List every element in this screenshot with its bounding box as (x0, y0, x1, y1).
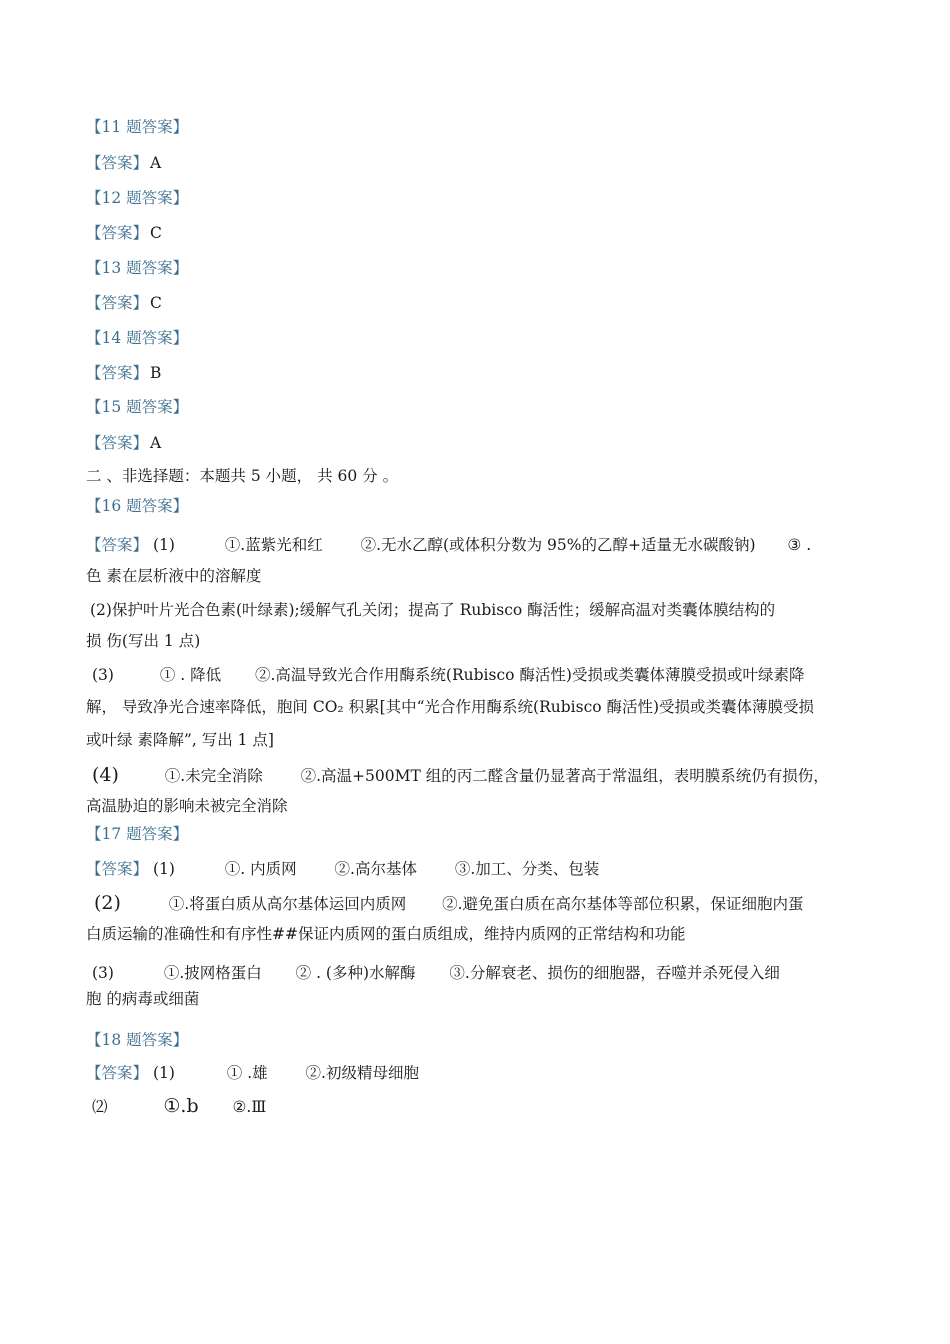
part-answer-3: ③ . (787, 536, 812, 554)
answer-tag: 【答案】 (86, 860, 149, 878)
part-answer-2: ②.无水乙醇(或体积分数为 95%的乙醇+适量无水碳酸钠) (360, 536, 756, 554)
q11-answer (86, 153, 161, 173)
q13-answer (86, 293, 162, 313)
q17-part1 (86, 859, 599, 879)
q17-part2-cont: 白质运输的准确性和有序性##保证内质网的蛋白质组成，维持内质网的正常结构和功能 (86, 925, 686, 943)
answer-tag: 【答案】 (86, 364, 149, 382)
answer-tag: 【答案】 (86, 434, 149, 452)
q16-heading: 【16 题答案】 (86, 497, 189, 515)
q14-heading: 【14 题答案】 (86, 329, 189, 347)
part-answer-2: ②.初级精母细胞 (305, 1064, 419, 1082)
q14-answer (86, 363, 161, 383)
answer-value: C (150, 224, 162, 242)
q17-part3 (92, 963, 780, 983)
part-number: (4) (92, 764, 119, 786)
part-number: (1) (152, 536, 175, 554)
answer-value: B (150, 364, 162, 382)
q15-heading: 【15 题答案】 (86, 398, 189, 416)
q16-part2-cont: 损 伤(写出 1 点) (86, 632, 201, 650)
q16-part1 (86, 535, 811, 555)
part-answer-2: ②.高尔基体 (334, 860, 417, 878)
part-answer-1: ① . 降低 (159, 666, 222, 684)
section-heading: 二 、非选择题：本题共 5 小题， 共 60 分 。 (86, 467, 399, 485)
q17-heading: 【17 题答案】 (86, 825, 189, 843)
answer-tag: 【答案】 (86, 536, 149, 554)
q18-part1 (86, 1063, 419, 1083)
answer-value: C (150, 294, 162, 312)
part-answer-2: ②.高温+500MT 组的丙二醛含量仍显著高于常温组，表明膜系统仍有损伤， (300, 767, 829, 785)
part-answer-1: ①. 内质网 (224, 860, 297, 878)
part-answer-1: ①.b (163, 1095, 199, 1117)
q12-answer (86, 223, 162, 243)
q16-part3 (92, 665, 804, 685)
q15-answer (86, 433, 161, 453)
q16-part2: (2)保护叶片光合色素(叶绿素);缓解气孔关闭；提高了 Rubisco 酶活性；缓解高温对类囊体膜结构的 (90, 601, 776, 619)
q12-heading: 【12 题答案】 (86, 189, 189, 207)
answer-tag: 【答案】 (86, 224, 149, 242)
q16-part4-cont: 高温胁迫的影响未被完全消除 (86, 797, 288, 815)
part-answer-1: ①.蓝紫光和红 (224, 536, 323, 554)
answer-value: A (150, 434, 162, 452)
q17-part2 (94, 893, 804, 914)
q16-part3-cont2: 或叶绿 素降解”, 写出 1 点] (86, 731, 274, 749)
part-answer-1: ①.将蛋白质从高尔基体运回内质网 (168, 895, 407, 913)
part-answer-2: ②.高温导致光合作用酶系统(Rubisco 酶活性)受损或类囊体薄膜受损或叶绿素降 (255, 666, 805, 684)
part-answer-2: ②.避免蛋白质在高尔基体等部位积累，保证细胞内蛋 (442, 895, 804, 913)
answer-tag: 【答案】 (86, 154, 149, 172)
part-number: (3) (92, 666, 114, 684)
q17-part3-cont: 胞 的病毒或细菌 (86, 990, 200, 1008)
q16-part3-cont1: 解， 导致净光合速率降低，胞间 CO₂ 积累[其中“光合作用酶系统(Rubisco 酶活性)受损或类囊体薄膜受损 (86, 698, 815, 716)
answer-tag: 【答案】 (86, 1064, 149, 1082)
part-answer-1: ① .雄 (226, 1064, 268, 1082)
answer-value: A (150, 154, 162, 172)
part-answer-2: ②.Ⅲ (232, 1098, 267, 1116)
part-answer-2: ② . (多种)水解酶 (295, 964, 416, 982)
q18-heading: 【18 题答案】 (86, 1031, 189, 1049)
part-number: (1) (152, 1064, 175, 1082)
answer-tag: 【答案】 (86, 294, 149, 312)
q16-part1-cont: 色 素在层析液中的溶解度 (86, 567, 262, 585)
part-number: ⑵ (92, 1098, 108, 1116)
part-number: (1) (152, 860, 175, 878)
part-answer-1: ①.披网格蛋白 (163, 964, 262, 982)
part-number: (2) (94, 892, 121, 914)
q11-heading: 【11 题答案】 (86, 118, 189, 136)
part-answer-3: ③.加工、分类、包装 (454, 860, 600, 878)
part-number: (3) (92, 964, 114, 982)
q18-part2 (92, 1096, 266, 1117)
q16-part4 (92, 765, 829, 786)
q13-heading: 【13 题答案】 (86, 259, 189, 277)
part-answer-1: ①.未完全消除 (164, 767, 263, 785)
part-answer-3: ③.分解衰老、损伤的细胞器，吞噬并杀死侵入细 (449, 964, 780, 982)
